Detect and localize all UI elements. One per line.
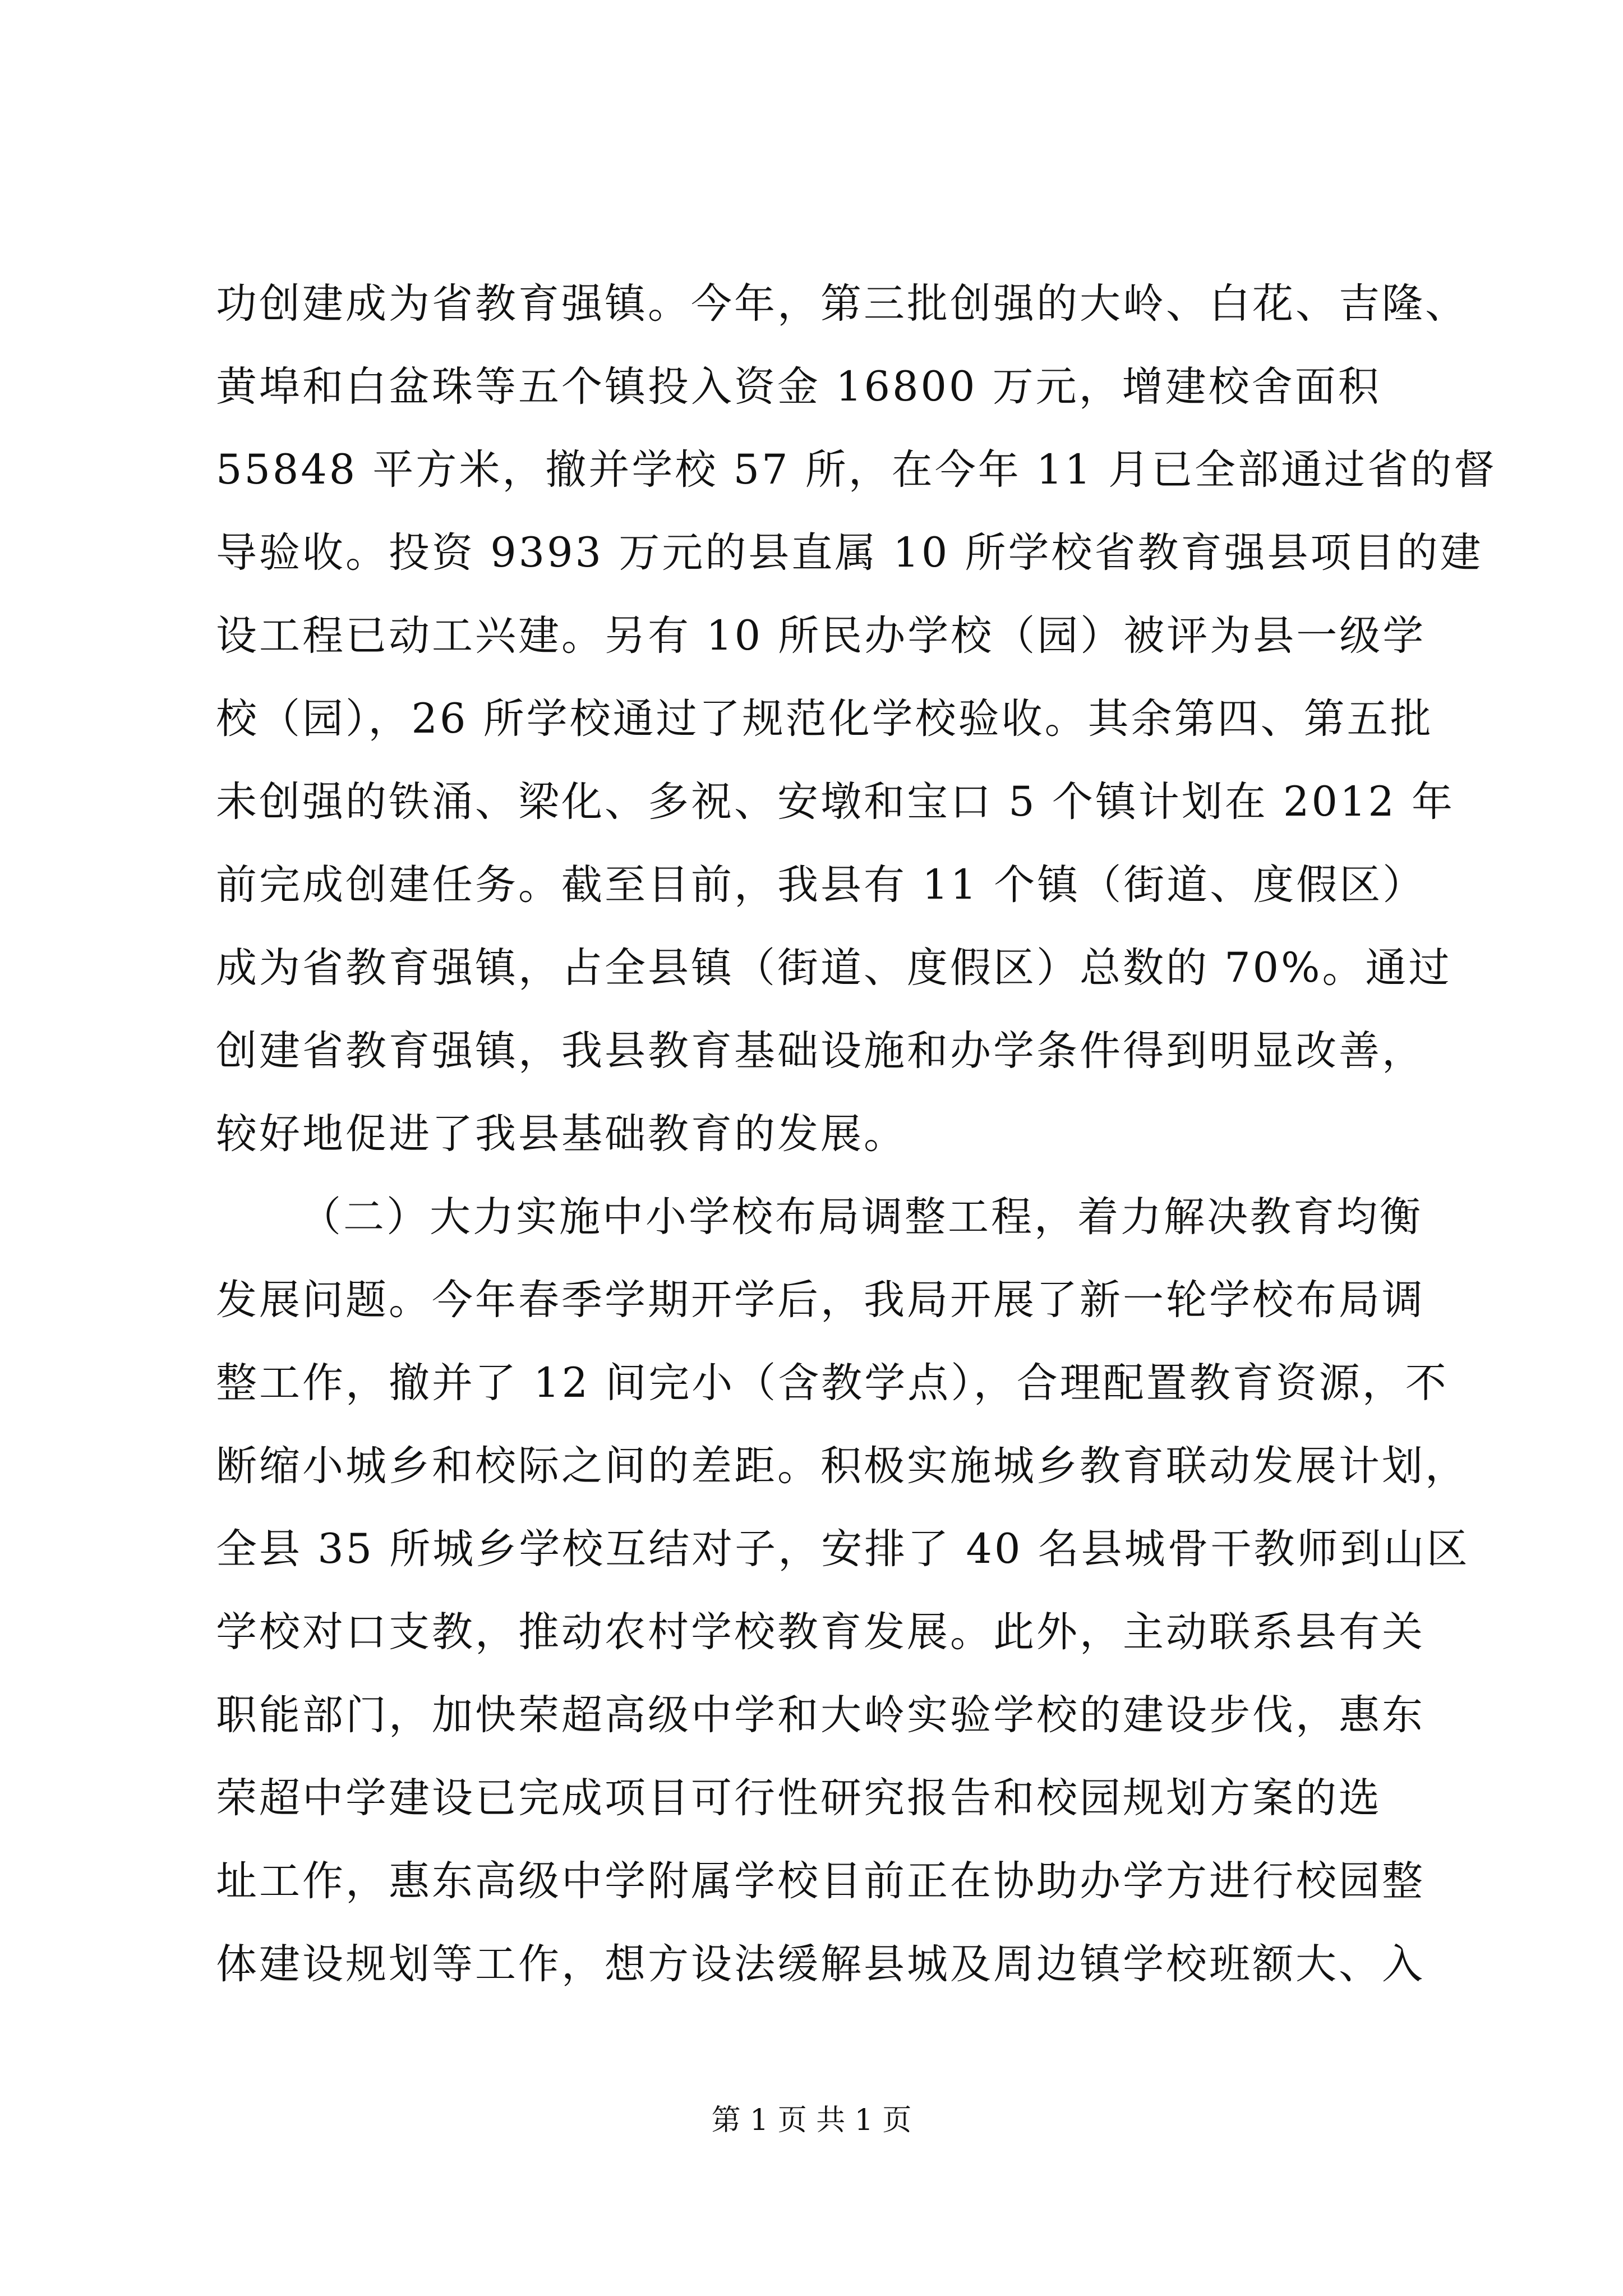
text-line: 学校对口支教，推动农村学校教育发展。此外，主动联系县有关 [216, 1608, 1425, 1656]
text-line: 创建省教育强镇，我县教育基础设施和办学条件得到明显改善， [216, 1027, 1425, 1075]
text-line: 址工作，惠东高级中学附属学校目前正在协助办学方进行校园整 [216, 1857, 1425, 1905]
text-line: 荣超中学建设已完成项目可行性研究报告和校园规划方案的选 [216, 1774, 1382, 1822]
text-line: 断缩小城乡和校际之间的差距。积极实施城乡教育联动发展计划， [216, 1442, 1468, 1490]
body-text [216, 263, 1497, 2006]
text-line: 全县 35 所城乡学校互结对子，安排了 40 名县城骨干教师到山区 [216, 1525, 1470, 1573]
text-line: 黄埠和白盆珠等五个镇投入资金 16800 万元，增建校舍面积 [216, 363, 1381, 411]
text-line: 体建设规划等工作，想方设法缓解县城及周边镇学校班额大、入 [216, 1940, 1425, 1988]
text-line: 55848 平方米，撤并学校 57 所，在今年 11 月已全部通过省的督 [216, 446, 1497, 494]
paragraph-start-line: （二）大力实施中小学校布局调整工程，着力解决教育均衡 [300, 1193, 1423, 1241]
page-footer: 第 1 页 共 1 页 [711, 2104, 912, 2137]
text-line: 发展问题。今年春季学期开学后，我局开展了新一轮学校布局调 [216, 1276, 1425, 1324]
text-line: 校（园），26 所学校通过了规范化学校验收。其余第四、第五批 [216, 695, 1433, 743]
text-line: 导验收。投资 9393 万元的县直属 10 所学校省教育强县项目的建 [216, 529, 1483, 577]
text-line: 前完成创建任务。截至目前，我县有 11 个镇（街道、度假区） [216, 861, 1426, 909]
text-line: 设工程已动工兴建。另有 10 所民办学校（园）被评为县一级学 [216, 612, 1426, 660]
text-line: 未创强的铁涌、梁化、多祝、安墩和宝口 5 个镇计划在 2012 年 [216, 778, 1455, 826]
text-line: 功创建成为省教育强镇。今年，第三批创强的大岭、白花、吉隆、 [216, 280, 1468, 328]
text-line: 成为省教育强镇，占全县镇（街道、度假区）总数的 70%。通过 [216, 944, 1452, 992]
text-line: 职能部门，加快荣超高级中学和大岭实验学校的建设步伐，惠东 [216, 1691, 1425, 1739]
text-line: 较好地促进了我县基础教育的发展。 [216, 1110, 907, 1158]
text-line: 整工作，撤并了 12 间完小（含教学点），合理配置教育资源，不 [216, 1359, 1449, 1407]
